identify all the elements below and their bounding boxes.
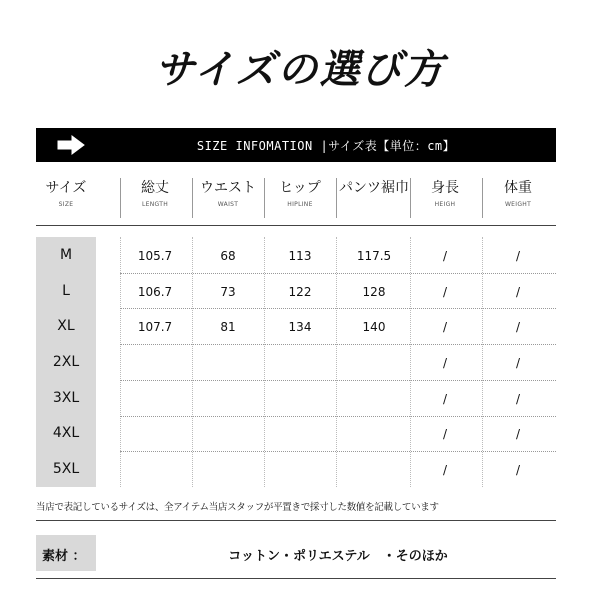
row-divider: [120, 273, 556, 274]
column-header-sublabel: [338, 201, 410, 208]
grid-line: [336, 237, 337, 487]
table-cell: 122: [288, 284, 312, 299]
table-cell: /: [442, 355, 448, 370]
page-title: サイズの選び方: [154, 47, 446, 93]
table-cell: 128: [362, 284, 386, 299]
table-cell: /: [515, 427, 521, 442]
table-cell: 107.7: [137, 320, 173, 335]
table-cell: 140: [362, 320, 386, 335]
column-header: [338, 177, 410, 208]
size-label: 3XL: [52, 389, 80, 406]
table-cell: /: [515, 391, 521, 406]
header-divider: [410, 178, 411, 218]
table-cell: 81: [220, 320, 236, 335]
column-header-label: ヒップ: [279, 180, 321, 196]
table-cell: 106.7: [137, 284, 173, 299]
material-value: コットン・ポリエステル ・そのほか: [228, 549, 448, 564]
column-header-sublabel: LENGTH: [141, 201, 169, 208]
row-divider: [120, 344, 556, 345]
size-label: M: [59, 246, 73, 263]
table-cell: 117.5: [356, 248, 392, 263]
row-divider: [120, 416, 556, 417]
row-divider: [120, 451, 556, 452]
size-label: 2XL: [52, 353, 80, 370]
size-label: 5XL: [52, 461, 80, 478]
column-header-label: サイズ: [45, 180, 87, 196]
column-header-label: 体重: [504, 180, 532, 196]
column-header: [192, 177, 264, 208]
column-header-label: 総丈: [141, 180, 169, 196]
row-divider: [120, 308, 556, 309]
table-cell: /: [515, 355, 521, 370]
header-divider: [192, 178, 193, 218]
column-header: [30, 177, 102, 208]
header-rule: [36, 225, 556, 226]
column-header: [264, 177, 336, 208]
table-cell: /: [515, 284, 521, 299]
header-divider: [336, 178, 337, 218]
column-header-sublabel: HEIGH: [434, 201, 456, 208]
arrow-right-icon: [56, 134, 86, 156]
material-label: 素材 ：: [42, 549, 86, 564]
table-cell: 113: [288, 248, 312, 263]
grid-line: [120, 237, 121, 487]
measurement-note: 当店で表記しているサイズは、全アイテム当店スタッフが平置きで採寸した数値を記載しています: [36, 502, 439, 513]
size-label: 4XL: [52, 425, 80, 442]
column-header-sublabel: SIZE: [58, 201, 74, 208]
header-divider: [264, 178, 265, 218]
row-divider: [120, 380, 556, 381]
table-cell: /: [442, 320, 448, 335]
column-header-sublabel: WEIGHT: [504, 201, 532, 208]
header-divider: [120, 178, 121, 218]
table-cell: /: [515, 248, 521, 263]
grid-line: [264, 237, 265, 487]
table-cell: 68: [220, 248, 236, 263]
column-header: [482, 177, 554, 208]
table-cell: 73: [220, 284, 236, 299]
column-header-sublabel: WAIST: [217, 201, 239, 208]
column-header-sublabel: HIPLINE: [287, 201, 313, 208]
column-header-label: 身長: [431, 180, 459, 196]
size-label: L: [62, 282, 70, 299]
table-cell: /: [442, 284, 448, 299]
table-cell: /: [442, 391, 448, 406]
size-info-header: [36, 128, 556, 162]
column-header-label: パンツ裾巾: [339, 180, 409, 196]
table-cell: /: [515, 320, 521, 335]
table-cell: 134: [288, 320, 312, 335]
size-info-label: SIZE INFOMATION |サイズ表【単位：cm】: [196, 139, 456, 153]
header-divider: [482, 178, 483, 218]
divider-top: [36, 520, 556, 521]
column-header: [409, 177, 481, 208]
grid-line: [192, 237, 193, 487]
table-cell: 105.7: [137, 248, 173, 263]
table-cell: /: [442, 427, 448, 442]
table-cell: /: [442, 463, 448, 478]
column-header-label: ウエスト: [200, 180, 256, 196]
table-cell: /: [515, 463, 521, 478]
divider-bottom: [36, 578, 556, 579]
table-cell: /: [442, 248, 448, 263]
column-header: [119, 177, 191, 208]
size-label: XL: [57, 318, 75, 335]
